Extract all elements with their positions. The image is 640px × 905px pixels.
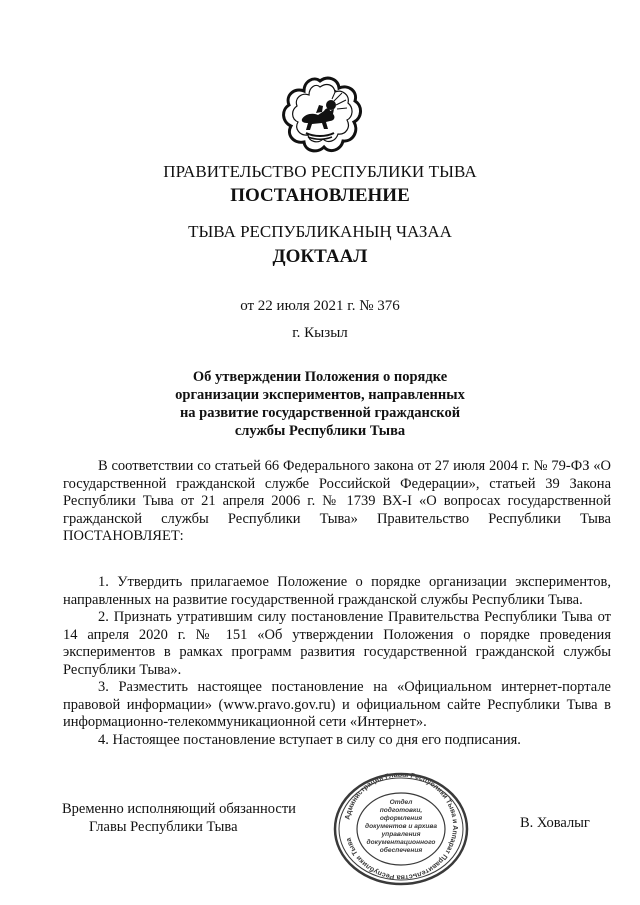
signatory-name: В. Ховалыг xyxy=(520,815,590,831)
stamp-center-line: Отдел xyxy=(389,799,413,806)
decree-item-2: 2. Признать утратившим силу постановление Правительства Республики Тыва от 14 апреля 2020 г. № 151 «Об утверждении Положения о порядке проведения экспериментов в рамках программ развития государственной гражданской службы Республики Тыва». xyxy=(63,609,611,678)
subject-line: службы Республики Тыва xyxy=(234,423,406,439)
decree-item-3: 3. Разместить настоящее постановление на «Официальном интернет-портале правовой информации» (www.pravo.gov.ru) и официальном сайте Республики Тыва в информационно-телекоммуникационной сети «Интернет». xyxy=(63,679,611,730)
decree-subject xyxy=(0,368,640,440)
subject-line: Об утверждении Положения о порядке xyxy=(192,369,448,385)
government-title: ПРАВИТЕЛЬСТВО РЕСПУБЛИКИ ТЫВА xyxy=(163,162,477,181)
stamp-center-line: подготовки, xyxy=(379,807,423,814)
subject-line: организации экспериментов, направленных xyxy=(175,387,465,403)
subject-line: на развитие государственной гражданской xyxy=(179,405,461,421)
stamp-center-line: обеспечения xyxy=(379,847,423,854)
stamp-center-line: документационного xyxy=(366,839,436,846)
preamble-section xyxy=(63,458,611,546)
coat-of-arms-emblem xyxy=(276,75,364,155)
stamp-center-line: управления xyxy=(381,831,421,838)
government-title-tuvan: ТЫВА РЕСПУБЛИКАНЫҢ ЧАЗАА xyxy=(188,222,452,241)
decree-city: г. Кызыл xyxy=(292,325,348,341)
decree-title-tuvan: ДОКТААЛ xyxy=(272,246,368,267)
decree-title: ПОСТАНОВЛЕНИЕ xyxy=(230,185,410,206)
stamp-center-line: оформления xyxy=(379,815,423,822)
position-line: Главы Республики Тыва xyxy=(89,819,238,835)
decree-item-4: 4. Настоящее постановление вступает в силу со дня его подписания. xyxy=(98,731,521,748)
decree-date-number: от 22 июля 2021 г. № 376 xyxy=(240,298,400,314)
preamble-paragraph: В соответствии со статьей 66 Федерального закона от 27 июля 2004 г. № 79-ФЗ «О государственной гражданской службе Российской Федерации», статьей 39 Закона Республики Тыва от 21 апреля 2006 г. № 1739 ВХ-I «О вопросах государственной гражданской службы Республики Тыва» Правительство Республики Тыва ПОСТАНОВЛЯЕТ: xyxy=(63,458,611,544)
signatory-position xyxy=(62,800,296,836)
decree-items xyxy=(63,574,611,749)
official-stamp xyxy=(330,770,472,888)
decree-item-1: 1. Утвердить прилагаемое Положение о порядке организации экспериментов, направленных на развитие государственной гражданской службы Республики Тыва. xyxy=(63,574,611,608)
position-line: Временно исполняющий обязанности xyxy=(62,801,296,817)
stamp-ring-text: Администрация Главы Республики Тыва и Аппарат Правительства Республики Тыва xyxy=(344,771,459,881)
stamp-center-line: документов и архива xyxy=(365,823,437,830)
